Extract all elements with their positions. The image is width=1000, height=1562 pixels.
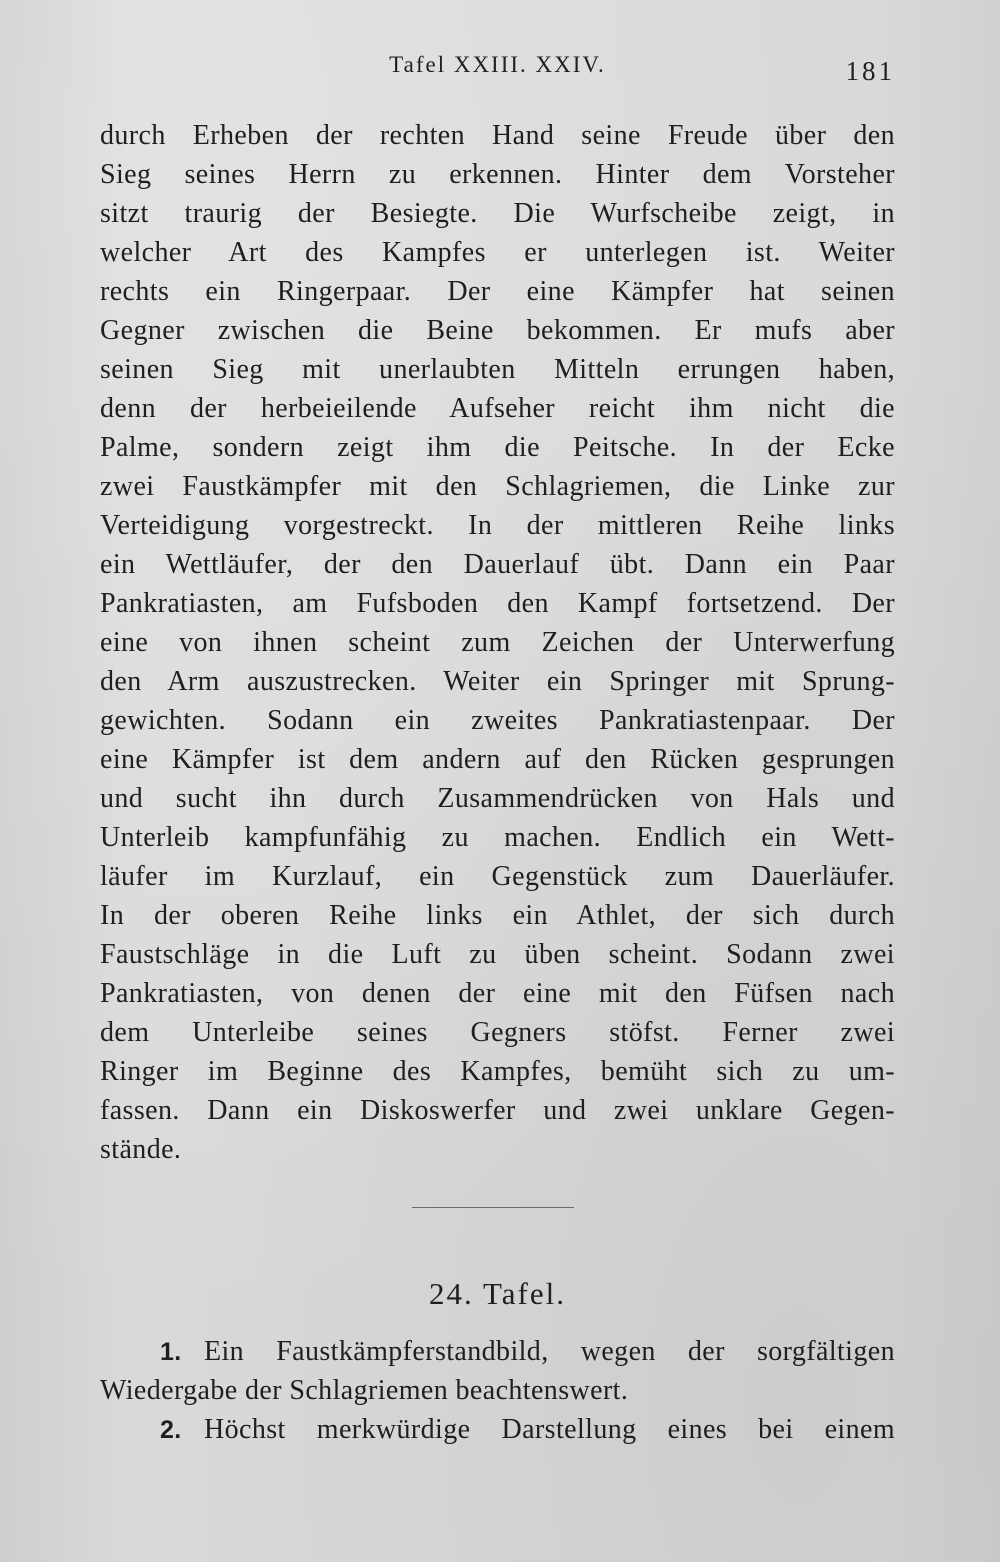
item-list <box>100 1332 895 1449</box>
item-text: Ein Faustkämpferstandbild, wegen der sorgfältigen <box>204 1336 895 1367</box>
text-line: Faustschläge in die Luft zu üben scheint. Sodann zwei <box>100 939 895 970</box>
text-line: gewichten. Sodann ein zweites Pankratiastenpaar. Der <box>100 705 895 736</box>
text-line: Gegner zwischen die Beine bekommen. Er mufs aber <box>100 315 895 346</box>
text-line: dem Unterleibe seines Gegners stöfst. Ferner zwei <box>100 1017 895 1048</box>
text-line: durch Erheben der rechten Hand seine Freude über den <box>100 120 895 151</box>
text-line: welcher Art des Kampfes er unterlegen ist. Weiter <box>100 237 895 268</box>
list-item <box>100 1332 895 1410</box>
text-line: Ringer im Beginne des Kampfes, bemüht sich zu um- <box>100 1056 895 1087</box>
text-line: seinen Sieg mit unerlaubten Mitteln errungen haben, <box>100 354 895 385</box>
text-line: fassen. Dann ein Diskoswerfer und zwei unklare Gegen- <box>100 1095 895 1126</box>
body-paragraph <box>100 116 895 1169</box>
text-line: rechts ein Ringerpaar. Der eine Kämpfer hat seinen <box>100 276 895 307</box>
text-line: stände. <box>100 1134 182 1165</box>
item-number: 1. <box>160 1338 182 1366</box>
running-title: Tafel XXIII. XXIV. <box>389 52 606 77</box>
text-line: Sieg seines Herrn zu erkennen. Hinter dem Vorsteher <box>100 159 895 190</box>
item-text-continuation: Wiedergabe der Schlagriemen beachtenswert. <box>100 1375 629 1406</box>
text-line: Pankratiasten, am Fufsboden den Kampf fortsetzend. Der <box>100 588 895 619</box>
text-line: Verteidigung vorgestreckt. In der mittleren Reihe links <box>100 510 895 541</box>
text-line: Palme, sondern zeigt ihm die Peitsche. In der Ecke <box>100 432 895 463</box>
text-line: denn der herbeieilende Aufseher reicht ihm nicht die <box>100 393 895 424</box>
text-line: und sucht ihn durch Zusammendrücken von Hals und <box>100 783 895 814</box>
text-line: zwei Faustkämpfer mit den Schlagriemen, die Linke zur <box>100 471 895 502</box>
text-line: In der oberen Reihe links ein Athlet, der sich durch <box>100 900 895 931</box>
text-line: den Arm auszustrecken. Weiter ein Springer mit Sprung- <box>100 666 895 697</box>
text-line: eine von ihnen scheint zum Zeichen der Unterwerfung <box>100 627 895 658</box>
section-divider <box>412 1207 574 1208</box>
list-item <box>100 1410 895 1449</box>
item-text: Höchst merkwürdige Darstellung eines bei einem <box>204 1414 895 1445</box>
text-line: eine Kämpfer ist dem andern auf den Rücken gesprungen <box>100 744 895 775</box>
item-number: 2. <box>160 1416 182 1444</box>
text-line: Unterleib kampfunfähig zu machen. Endlich ein Wett- <box>100 822 895 853</box>
section-title: 24. Tafel. <box>429 1276 566 1311</box>
running-header <box>100 52 895 92</box>
text-line: Pankratiasten, von denen der eine mit den Füfsen nach <box>100 978 895 1009</box>
text-line: ein Wettläufer, der den Dauerlauf übt. Dann ein Paar <box>100 549 895 580</box>
page-number: 181 <box>845 56 895 86</box>
text-line: läufer im Kurzlauf, ein Gegenstück zum Dauerläufer. <box>100 861 895 892</box>
text-line: sitzt traurig der Besiegte. Die Wurfscheibe zeigt, in <box>100 198 895 229</box>
